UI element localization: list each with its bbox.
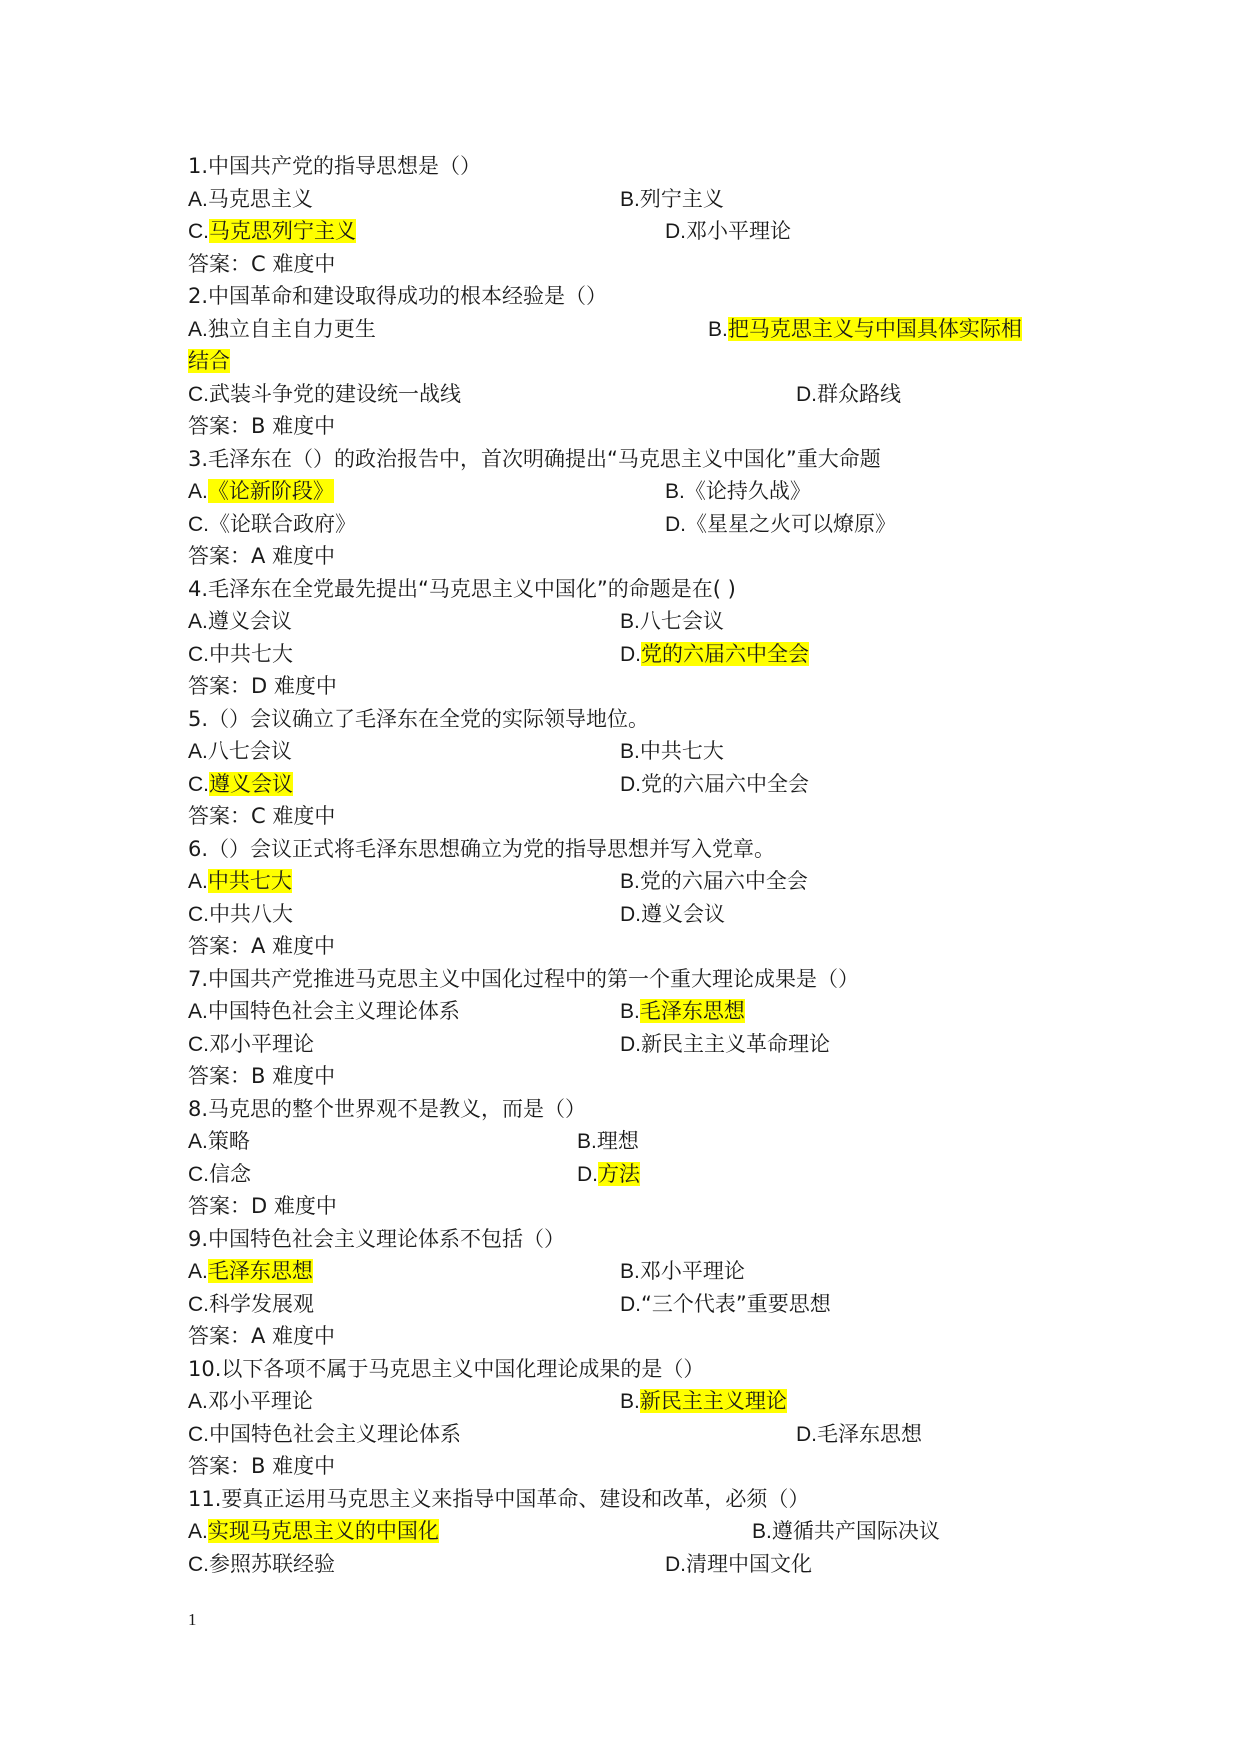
option-label: C. [188,1423,209,1446]
question-stem: 10.以下各项不属于马克思主义中国化理论成果的是（） [188,1357,705,1381]
option-a [188,995,460,1027]
option-text: 独立自主自力更生 [207,317,376,341]
option-d [620,898,725,930]
option-text: 理想 [596,1129,639,1153]
option-text: 科学发展观 [209,1292,314,1316]
question-stem: 1.中国共产党的指导思想是（） [188,154,482,178]
option-text: 新民主主义革命理论 [641,1032,830,1056]
answer-line: 答案：D 难度中 [188,674,337,698]
answer-line: 答案：A 难度中 [188,934,336,958]
option-text-highlighted: 方法 [598,1162,640,1186]
option-label: C. [188,1553,209,1576]
option-text: 中共八大 [209,902,293,926]
option-a [188,865,292,897]
option-a [188,313,376,345]
option-text: 信念 [209,1162,251,1186]
option-label: D. [665,220,686,243]
option-c [188,768,293,800]
option-d [796,378,901,410]
option-label: A. [188,480,208,503]
option-label: A. [188,610,208,633]
option-continuation [188,345,230,377]
option-label: A. [188,1390,208,1413]
option-label: B. [752,1520,772,1543]
option-label: D. [620,1293,641,1316]
option-label: B. [620,870,640,893]
option-b [708,313,1022,345]
option-text: 遵义会议 [207,609,292,633]
option-text: 中共七大 [639,739,724,763]
option-d [620,768,809,800]
option-text: 邓小平理论 [209,1032,314,1056]
answer-line: 答案：A 难度中 [188,544,336,568]
option-label: C. [188,1033,209,1056]
option-d [665,508,896,540]
option-text-highlighted: 新民主主义理论 [639,1389,787,1413]
option-text: 中国特色社会主义理论体系 [209,1422,461,1446]
option-text-highlighted: 毛泽东思想 [207,1259,313,1283]
option-label: B. [665,480,685,503]
option-label: A. [188,188,208,211]
option-label: A. [188,318,208,341]
option-label: C. [188,1163,209,1186]
option-text-highlighted: 马克思列宁主义 [209,219,356,243]
option-text: 清理中国文化 [686,1552,812,1576]
option-c [188,1548,335,1580]
option-d [577,1158,640,1190]
option-label: B. [620,1390,640,1413]
option-b [620,1255,745,1287]
option-text: 邓小平理论 [639,1259,745,1283]
answer-line: 答案：B 难度中 [188,1454,336,1478]
option-label: D. [665,1553,686,1576]
question-stem: 3.毛泽东在（）的政治报告中，首次明确提出“马克思主义中国化”重大命题 [188,447,881,471]
option-label: D. [796,1423,817,1446]
question-stem: 4.毛泽东在全党最先提出“马克思主义中国化”的命题是在( ) [188,577,736,601]
option-text: 武装斗争党的建设统一战线 [209,382,461,406]
option-label: A. [188,1000,208,1023]
option-label: C. [188,773,209,796]
option-text-highlighted: 遵义会议 [209,772,293,796]
option-text: 遵循共产国际决议 [771,1519,940,1543]
option-label: C. [188,1293,209,1316]
question-stem: 6.（）会议正式将毛泽东思想确立为党的指导思想并写入党章。 [188,837,776,861]
option-label: C. [188,383,209,406]
option-text: 中国特色社会主义理论体系 [207,999,460,1023]
option-a [188,605,292,637]
option-label: D. [665,513,686,536]
page-number: 1 [188,1610,197,1629]
option-label: D. [620,643,641,666]
answer-line: 答案：B 难度中 [188,1064,336,1088]
option-label: C. [188,220,209,243]
option-c [188,508,356,540]
option-label: A. [188,870,208,893]
option-c [188,1418,461,1450]
option-c [188,1288,314,1320]
option-a [188,1125,250,1157]
option-label: B. [620,740,640,763]
option-label: B. [620,1000,640,1023]
option-text: 列宁主义 [639,187,724,211]
option-label: A. [188,1130,208,1153]
option-label: C. [188,513,209,536]
option-a [188,1255,313,1287]
option-text-highlighted: 党的六届六中全会 [641,642,809,666]
option-label: D. [577,1163,598,1186]
question-stem: 9.中国特色社会主义理论体系不包括（） [188,1227,566,1251]
answer-line: 答案：C 难度中 [188,804,336,828]
answer-line: 答案：C 难度中 [188,252,336,276]
option-text-highlighted: 中共七大 [207,869,292,893]
option-text: 八七会议 [639,609,724,633]
option-text: “三个代表”重要思想 [641,1292,831,1316]
question-stem: 2.中国革命和建设取得成功的根本经验是（） [188,284,608,308]
option-text: 《论持久战》 [684,479,811,503]
option-d [620,1028,830,1060]
option-b [620,605,724,637]
option-label: B. [620,1260,640,1283]
option-b [577,1125,639,1157]
option-c [188,215,356,247]
answer-line: 答案：D 难度中 [188,1194,337,1218]
option-text: 群众路线 [817,382,901,406]
option-label: B. [620,188,640,211]
option-label: A. [188,1520,208,1543]
option-d [665,215,791,247]
option-text: 中共七大 [209,642,293,666]
option-a [188,1515,439,1547]
option-text: 马克思主义 [207,187,313,211]
option-c [188,638,293,670]
option-c [188,1028,314,1060]
option-d [620,638,809,670]
option-label: A. [188,1260,208,1283]
option-text: 《星星之火可以燎原》 [686,512,896,536]
option-text: 邓小平理论 [686,219,791,243]
option-c [188,1158,251,1190]
question-stem: 11.要真正运用马克思主义来指导中国革命、建设和改革，必须（） [188,1487,810,1511]
option-text-highlighted: 实现马克思主义的中国化 [207,1519,439,1543]
option-text-highlighted: 《论新阶段》 [207,479,334,503]
option-text-highlighted: 把马克思主义与中国具体实际相 [727,317,1022,341]
option-b [620,1385,787,1417]
option-a [188,1385,313,1417]
option-label: D. [620,903,641,926]
option-label: B. [708,318,728,341]
option-d [665,1548,812,1580]
option-b [620,735,724,767]
option-a [188,475,334,507]
option-text: 《论联合政府》 [209,512,356,536]
option-c [188,378,461,410]
option-label: C. [188,643,209,666]
option-text: 党的六届六中全会 [639,869,808,893]
option-text-highlighted: 结合 [188,349,230,373]
option-text: 遵义会议 [641,902,725,926]
option-text: 八七会议 [207,739,292,763]
option-label: D. [620,1033,641,1056]
option-label: D. [620,773,641,796]
option-b [620,183,724,215]
option-text: 参照苏联经验 [209,1552,335,1576]
answer-line: 答案：B 难度中 [188,414,336,438]
option-text: 策略 [207,1129,250,1153]
answer-line: 答案：A 难度中 [188,1324,336,1348]
option-c [188,898,293,930]
option-text: 邓小平理论 [207,1389,313,1413]
option-text-highlighted: 毛泽东思想 [639,999,745,1023]
option-a [188,183,313,215]
option-label: B. [577,1130,597,1153]
option-a [188,735,292,767]
option-b [620,865,808,897]
question-stem: 7.中国共产党推进马克思主义中国化过程中的第一个重大理论成果是（） [188,967,860,991]
option-b [665,475,811,507]
option-text: 党的六届六中全会 [641,772,809,796]
option-d [620,1288,831,1320]
question-stem: 8.马克思的整个世界观不是教义，而是（） [188,1097,587,1121]
option-label: A. [188,740,208,763]
option-label: C. [188,903,209,926]
option-label: B. [620,610,640,633]
option-d [796,1418,922,1450]
question-stem: 5.（）会议确立了毛泽东在全党的实际领导地位。 [188,707,650,731]
option-label: D. [796,383,817,406]
option-b [752,1515,940,1547]
option-b [620,995,745,1027]
option-text: 毛泽东思想 [817,1422,922,1446]
